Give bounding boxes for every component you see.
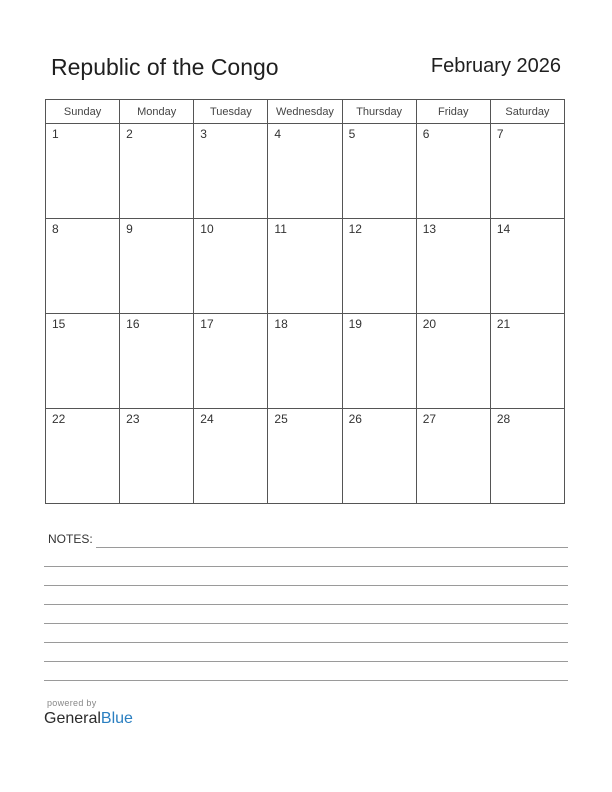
day-number: 1 — [52, 127, 59, 141]
day-number: 2 — [126, 127, 133, 141]
day-number: 4 — [274, 127, 282, 141]
brand-name-blue: Blue — [100, 710, 133, 727]
weekday-header-row — [46, 100, 565, 124]
day-number: 11 — [274, 222, 287, 236]
brand-name-general: General — [44, 710, 101, 727]
calendar-grid — [45, 99, 565, 504]
day-number: 15 — [52, 317, 66, 331]
month-year-title: February 2026 — [430, 55, 561, 77]
day-number: 24 — [200, 412, 214, 426]
day-cell — [120, 124, 194, 219]
day-cell — [268, 409, 342, 504]
day-cell — [194, 409, 268, 504]
weekday-saturday: Saturday — [490, 100, 564, 124]
day-cell — [268, 314, 342, 409]
day-cell — [490, 124, 564, 219]
day-number: 14 — [496, 222, 511, 236]
day-cell — [120, 219, 194, 314]
day-number: 19 — [348, 317, 362, 331]
day-number: 13 — [422, 222, 437, 236]
day-number: 12 — [348, 222, 362, 236]
week-row — [46, 314, 565, 409]
day-number: 7 — [496, 127, 504, 141]
week-row — [46, 219, 565, 314]
day-cell — [342, 219, 416, 314]
day-cell — [194, 219, 268, 314]
day-cell — [416, 409, 490, 504]
day-number: 17 — [200, 317, 214, 331]
day-cell — [194, 314, 268, 409]
day-cell — [490, 409, 564, 504]
day-number: 6 — [422, 127, 430, 141]
day-cell — [416, 219, 490, 314]
note-line — [44, 624, 568, 643]
weekday-wednesday: Wednesday — [268, 100, 342, 124]
day-cell — [268, 219, 342, 314]
day-number: 10 — [200, 222, 214, 236]
country-title: Republic of the Congo — [51, 54, 279, 80]
day-number: 18 — [274, 317, 288, 331]
day-number: 27 — [422, 412, 437, 426]
week-row — [46, 409, 565, 504]
day-cell — [120, 409, 194, 504]
day-cell — [342, 409, 416, 504]
day-cell — [46, 314, 120, 409]
day-number: 22 — [52, 412, 66, 426]
day-cell — [416, 314, 490, 409]
day-number: 28 — [496, 412, 511, 426]
weekday-tuesday: Tuesday — [194, 100, 268, 124]
note-line — [44, 586, 568, 605]
day-cell — [46, 409, 120, 504]
day-cell — [416, 124, 490, 219]
day-cell — [268, 124, 342, 219]
note-line — [44, 605, 568, 624]
notes-label: NOTES: — [48, 532, 93, 546]
day-number: 16 — [126, 317, 140, 331]
generalblue-logo — [44, 710, 133, 728]
day-number: 5 — [348, 127, 356, 141]
powered-by-text: powered by — [47, 698, 97, 708]
day-number: 9 — [126, 222, 133, 236]
day-number: 26 — [348, 412, 362, 426]
day-number: 8 — [52, 222, 59, 236]
day-cell — [342, 124, 416, 219]
notes-section — [44, 531, 568, 681]
week-row — [46, 124, 565, 219]
weekday-thursday: Thursday — [342, 100, 416, 124]
day-cell — [342, 314, 416, 409]
day-cell — [490, 314, 564, 409]
day-number: 3 — [200, 127, 207, 141]
note-line — [44, 643, 568, 662]
note-line — [44, 567, 568, 586]
day-number: 20 — [422, 317, 437, 331]
day-cell — [490, 219, 564, 314]
day-cell — [46, 124, 120, 219]
day-cell — [46, 219, 120, 314]
day-number: 23 — [126, 412, 140, 426]
day-cell — [194, 124, 268, 219]
note-line — [44, 662, 568, 681]
note-line — [44, 548, 568, 567]
day-number: 25 — [274, 412, 288, 426]
day-cell — [120, 314, 194, 409]
branding-logo — [44, 698, 133, 728]
weekday-friday: Friday — [416, 100, 490, 124]
day-number: 21 — [496, 317, 511, 331]
weekday-sunday: Sunday — [46, 100, 120, 124]
weekday-monday: Monday — [120, 100, 194, 124]
